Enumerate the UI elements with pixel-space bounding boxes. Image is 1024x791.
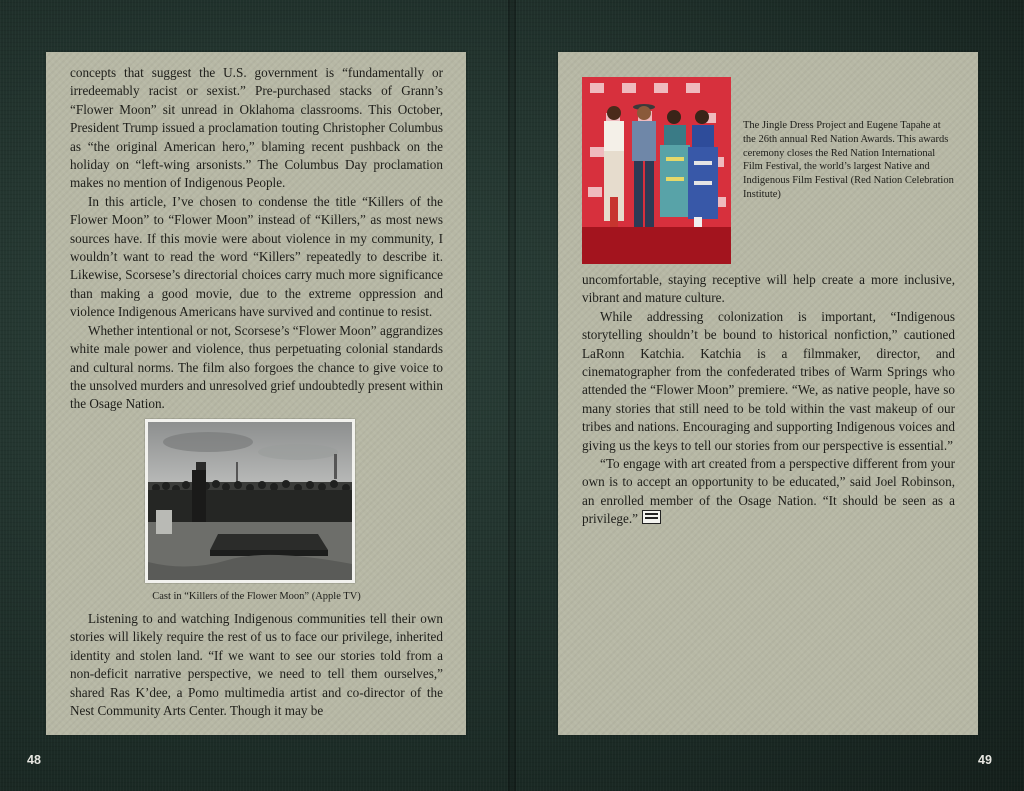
left-page-body-top (70, 64, 443, 414)
film-still-caption: Cast in “Killers of the Flower Moon” (Apple TV) (152, 591, 361, 602)
page-number-left: 48 (27, 753, 41, 767)
film-still-image (148, 422, 352, 580)
paragraph: Listening to and watching Indigenous communities tell their own stories will likely require the rest of us to face our privilege, inherited identity and stolen land. “If we want to see our stories told from a non-deficit narrative perspective, we need to tell them ourselves,” shared Ras K’dee, a Pomo multimedia artist and co-director of the Nest Community Arts Center. Though it may be (70, 611, 443, 719)
paragraph: concepts that suggest the U.S. government is “fundamentally or irredeemably racist or sexist.” Pre-purchased stacks of Grann’s “Flower Moon” sit unread in Oklahoma classrooms. This October, President Trump issued a proclamation touting Christopher Columbus as “the original American hero,” blaming recent pushback on the holiday on “left-wing arsonists.” The Columbus Day proclamation makes no mention of Indigenous People. (70, 65, 443, 191)
left-page-body-bottom (70, 610, 443, 720)
awards-photo-caption: The Jingle Dress Project and Eugene Tapahe at the 26th annual Red Nation Awards. This awards ceremony closes the Red Nation International Film Festival, the world’s largest Native and Indigenous Film Festival (Red Nation Celebration Institute) (743, 120, 954, 200)
awards-photo-image (582, 77, 731, 264)
paragraph-text: “To engage with art created from a perspective different from your own is to accept an opportunity to be educated,” said Joel Robinson, an enrolled member of the Osage Nation. “It should be seen as a privilege.” (582, 456, 955, 527)
paragraph: While addressing colonization is important, “Indigenous storytelling shouldn’t be bound to historical nonfiction,” cautioned LaRonn Katchia. Katchia is a filmmaker, director, and cinematographer from the confederated tribes of Warm Springs who attended the “Flower Moon” premiere. “We, as native people, have so many stories that still need to be told within the vast makeup of our tribes and nations. Encouraging and supporting Indigenous voices and giving us the keys to tell our stories from our perspective is essential.” (582, 308, 955, 453)
end-of-article-icon (642, 510, 661, 524)
film-still-photo (145, 419, 355, 583)
paragraph-last (582, 455, 955, 529)
right-page-body (582, 271, 955, 529)
paragraph: uncomfortable, staying receptive will help create a more inclusive, vibrant and mature culture. (582, 272, 955, 306)
paragraph: In this article, I’ve chosen to condense the title “Killers of the Flower Moon” to “Flower Moon” instead of “Killers,” as most news sources have. If this movie were about violence in my community, I wouldn’t want to read the word “Killers” repeatedly to describe it. Likewise, Scorsese’s directorial choices carry much more significance than making a good movie, due to the extreme oppression and violence Indigenous Americans have survived and continue to resist. (70, 193, 443, 320)
paragraph: Whether intentional or not, Scorsese’s “Flower Moon” aggrandizes white male power and violence, thus perpetuating colonial standards and cultural norms. The film also forgoes the chance to give voice to the unsolved murders and unresolved grief undoubtedly present within the Osage Nation. (70, 322, 443, 412)
book-spine (508, 0, 516, 791)
red-nation-awards-photo (582, 77, 731, 264)
page-number-right: 49 (978, 753, 992, 767)
